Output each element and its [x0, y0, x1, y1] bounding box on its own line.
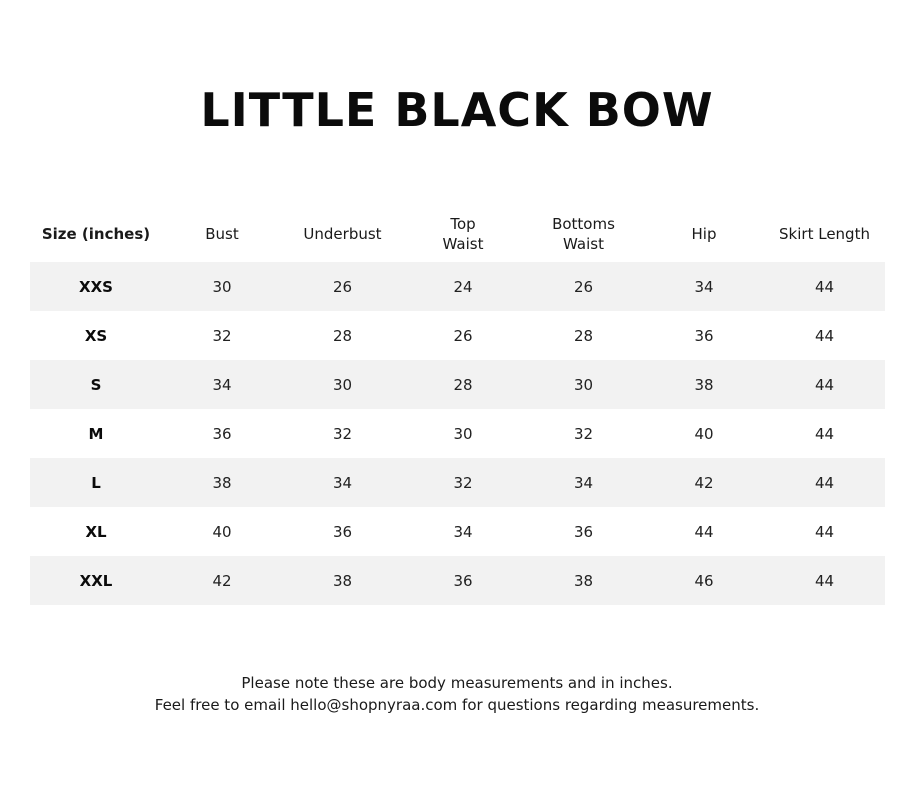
note-line-contact-email: Feel free to email hello@shopnyraa.com for questions regarding measurements.: [154, 696, 760, 714]
bottoms-waist-cell: 26: [523, 262, 644, 311]
hip-cell: 34: [644, 262, 764, 311]
table-row: [30, 360, 885, 409]
column-header-top-waist: Top Waist: [442, 215, 484, 253]
column-header-size: Size (inches): [41, 225, 151, 243]
top-waist-cell: 36: [403, 556, 523, 605]
bust-cell: 32: [212, 326, 232, 345]
bust-cell: 40: [212, 522, 232, 541]
top-waist-cell: 34: [453, 522, 473, 541]
bust-cell: 42: [162, 556, 282, 605]
bust-cell: 34: [162, 360, 282, 409]
underbust-cell: 28: [332, 326, 353, 345]
underbust-cell: 36: [332, 522, 353, 541]
size-cell: XXS: [30, 262, 162, 311]
underbust-cell: 34: [282, 458, 403, 507]
column-header-skirt-length: Skirt Length: [779, 225, 870, 243]
size-chart-table: [30, 206, 885, 605]
size-cell: L: [30, 458, 162, 507]
table-row: [30, 556, 885, 605]
bottoms-waist-cell: 38: [523, 556, 644, 605]
top-waist-cell: 28: [403, 360, 523, 409]
column-header-bust: Bust: [205, 225, 239, 243]
hip-cell: 40: [694, 424, 714, 443]
bust-cell: 30: [162, 262, 282, 311]
underbust-cell: 30: [282, 360, 403, 409]
table-header-row: [30, 206, 885, 262]
size-cell: S: [30, 360, 162, 409]
bust-cell: 36: [212, 424, 232, 443]
skirt-length-cell: 44: [764, 458, 885, 507]
table-row: [30, 262, 885, 311]
underbust-cell: 26: [282, 262, 403, 311]
hip-cell: 46: [644, 556, 764, 605]
measurement-notes: [0, 672, 914, 716]
top-waist-cell: 26: [453, 326, 473, 345]
underbust-cell: 32: [332, 424, 353, 443]
table-row: [30, 458, 885, 507]
top-waist-cell: 24: [403, 262, 523, 311]
top-waist-cell: 30: [453, 424, 473, 443]
hip-cell: 38: [644, 360, 764, 409]
underbust-cell: 38: [282, 556, 403, 605]
top-waist-cell: 32: [403, 458, 523, 507]
note-line-body-measurements: Please note these are body measurements and in inches.: [241, 674, 673, 692]
bust-cell: 38: [162, 458, 282, 507]
skirt-length-cell: 44: [764, 360, 885, 409]
bottoms-waist-cell: 36: [573, 522, 594, 541]
page-title: LITTLE BLACK BOW: [200, 83, 714, 137]
size-cell: XXL: [30, 556, 162, 605]
table-row: [30, 311, 885, 360]
table-row: [30, 507, 885, 556]
column-header-bottoms-waist: Bottoms Waist: [552, 215, 615, 253]
skirt-length-cell: 44: [764, 556, 885, 605]
bottoms-waist-cell: 32: [573, 424, 594, 443]
column-header-hip: Hip: [691, 225, 717, 243]
hip-cell: 42: [644, 458, 764, 507]
bottoms-waist-cell: 28: [573, 326, 594, 345]
skirt-length-cell: 44: [814, 424, 835, 443]
skirt-length-cell: 44: [764, 262, 885, 311]
column-header-underbust: Underbust: [303, 225, 382, 243]
bottoms-waist-cell: 30: [523, 360, 644, 409]
hip-cell: 36: [694, 326, 714, 345]
skirt-length-cell: 44: [814, 326, 835, 345]
size-cell: M: [88, 424, 104, 443]
skirt-length-cell: 44: [814, 522, 835, 541]
hip-cell: 44: [694, 522, 714, 541]
size-cell: XS: [84, 326, 108, 345]
table-row: [30, 409, 885, 458]
bottoms-waist-cell: 34: [523, 458, 644, 507]
size-cell: XL: [85, 522, 107, 541]
